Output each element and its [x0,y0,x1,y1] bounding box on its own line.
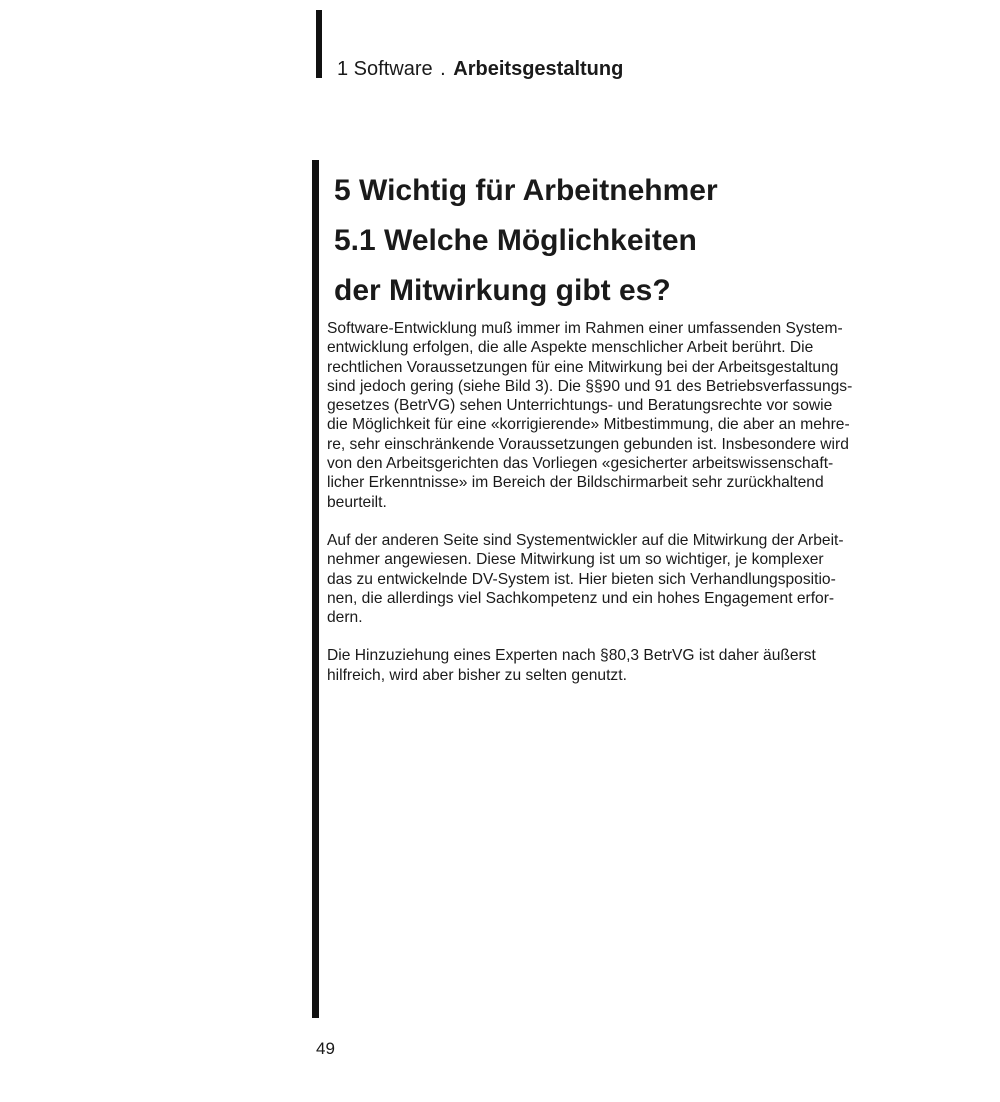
running-head-chapter: 1 Software [337,58,433,80]
section-margin-rule [312,160,319,1018]
text-line: von den Arbeitsgerichten das Vorliegen «gesicherter arbeitswissenschaft- [327,455,834,473]
paragraph-developer-side [327,531,932,627]
page-number: 49 [316,1039,335,1058]
text-line: re, sehr einschränkende Voraussetzungen gebunden ist. Insbesondere wird [327,435,849,453]
heading-line-subsection-cont: der Mitwirkung gibt es? [334,274,671,307]
text-line: nehmer angewiesen. Diese Mitwirkung ist um so wichtiger, je komplexer [327,551,824,569]
running-head-title: Arbeitsgestaltung [453,58,624,80]
text-line: das zu entwickelnde DV-System ist. Hier bieten sich Verhandlungspositio- [327,570,836,588]
text-line: licher Erkenntnisse» im Bereich der Bildschirmarbeit sehr zurückhaltend [327,474,824,492]
section-heading [334,166,934,316]
text-line: nen, die allerdings viel Sachkompetenz und ein hohes Engagement erfor- [327,589,835,607]
running-head-separator: . [440,58,446,80]
text-line: Die Hinzuziehung eines Experten nach §80,3 BetrVG ist daher äußerst [327,647,816,665]
text-line: entwicklung erfolgen, die alle Aspekte menschlicher Arbeit berührt. Die [327,339,814,357]
paragraph-legal-basis [327,319,932,512]
text-line: Software-Entwicklung muß immer im Rahmen einer umfassenden System- [327,320,843,337]
paragraph-expert [327,646,932,685]
heading-line-chapter: 5 Wichtig für Arbeitnehmer [334,174,718,207]
running-head [337,57,623,81]
text-line: hilfreich, wird aber bisher zu selten genutzt. [327,666,627,684]
text-line: die Möglichkeit für eine «korrigierende» Mitbestimmung, die aber an mehre- [327,416,850,434]
text-line: gesetzes (BetrVG) sehen Unterrichtungs- und Beratungsrechte vor sowie [327,397,833,415]
text-line: dern. [327,609,363,627]
text-line: sind jedoch gering (siehe Bild 3). Die §§90 und 91 des Betriebsverfassungs- [327,377,853,395]
running-head-rule [316,10,322,78]
text-line: Auf der anderen Seite sind Systementwickler auf die Mitwirkung der Arbeit- [327,531,844,549]
body-text [327,319,932,704]
text-line: rechtlichen Voraussetzungen für eine Mitwirkung bei der Arbeitsgestaltung [327,358,839,376]
heading-line-subsection: 5.1 Welche Möglichkeiten [334,224,697,257]
text-line: beurteilt. [327,493,387,511]
